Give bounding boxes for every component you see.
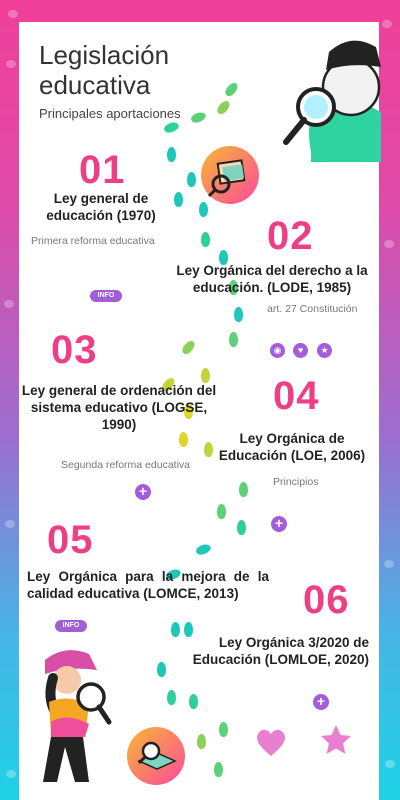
item-06-number: 06 — [303, 578, 350, 622]
infographic-card — [19, 22, 379, 800]
item-04-law: Ley Orgánica de Educación (LOE, 2006) — [218, 431, 366, 463]
plus-button[interactable]: + — [313, 694, 329, 710]
plus-button[interactable]: + — [135, 484, 151, 500]
star-icon — [319, 724, 353, 756]
item-05-number: 05 — [47, 518, 94, 562]
star-icon[interactable]: ★ — [317, 343, 332, 358]
item-06-law: Ley Orgánica 3/2020 de Educación (LOMLOE, 2020) — [192, 635, 369, 667]
plus-button[interactable]: + — [271, 516, 287, 532]
item-03-law: Ley general de ordenación del sistema educativo (LOGSE, 1990) — [21, 383, 217, 432]
heart-icon — [255, 728, 287, 758]
book-illustration-icon — [127, 727, 185, 785]
item-01-number: 01 — [79, 148, 126, 192]
item-02-number: 02 — [267, 214, 314, 258]
info-button[interactable]: INFO — [55, 620, 87, 632]
item-01-law: Ley general de educación (1970) — [46, 191, 156, 223]
item-01-note: Primera reforma educativa — [31, 235, 155, 247]
item-02-note: art. 27 Constitución — [267, 303, 358, 315]
item-03-number: 03 — [51, 328, 98, 372]
eye-icon[interactable]: ◉ — [270, 343, 285, 358]
item-03-note: Segunda reforma educativa — [61, 459, 190, 471]
classroom-illustration-icon — [201, 146, 259, 204]
explorer-illustration-icon — [27, 642, 127, 797]
detective-illustration-icon — [271, 32, 381, 162]
item-04-note: Principios — [273, 476, 319, 488]
page-subtitle: Principales aportaciones — [39, 106, 181, 121]
info-button[interactable]: INFO — [90, 290, 122, 302]
heart-icon[interactable]: ♥ — [293, 343, 308, 358]
item-05-law: Ley Orgánica para la mejora de la calidad educativa (LOMCE, 2013) — [27, 569, 269, 601]
item-04-number: 04 — [273, 374, 320, 418]
item-02-law: Ley Orgánica del derecho a la educación. (LODE, 1985) — [176, 263, 368, 295]
page-title: Legislación educativa — [39, 40, 170, 100]
